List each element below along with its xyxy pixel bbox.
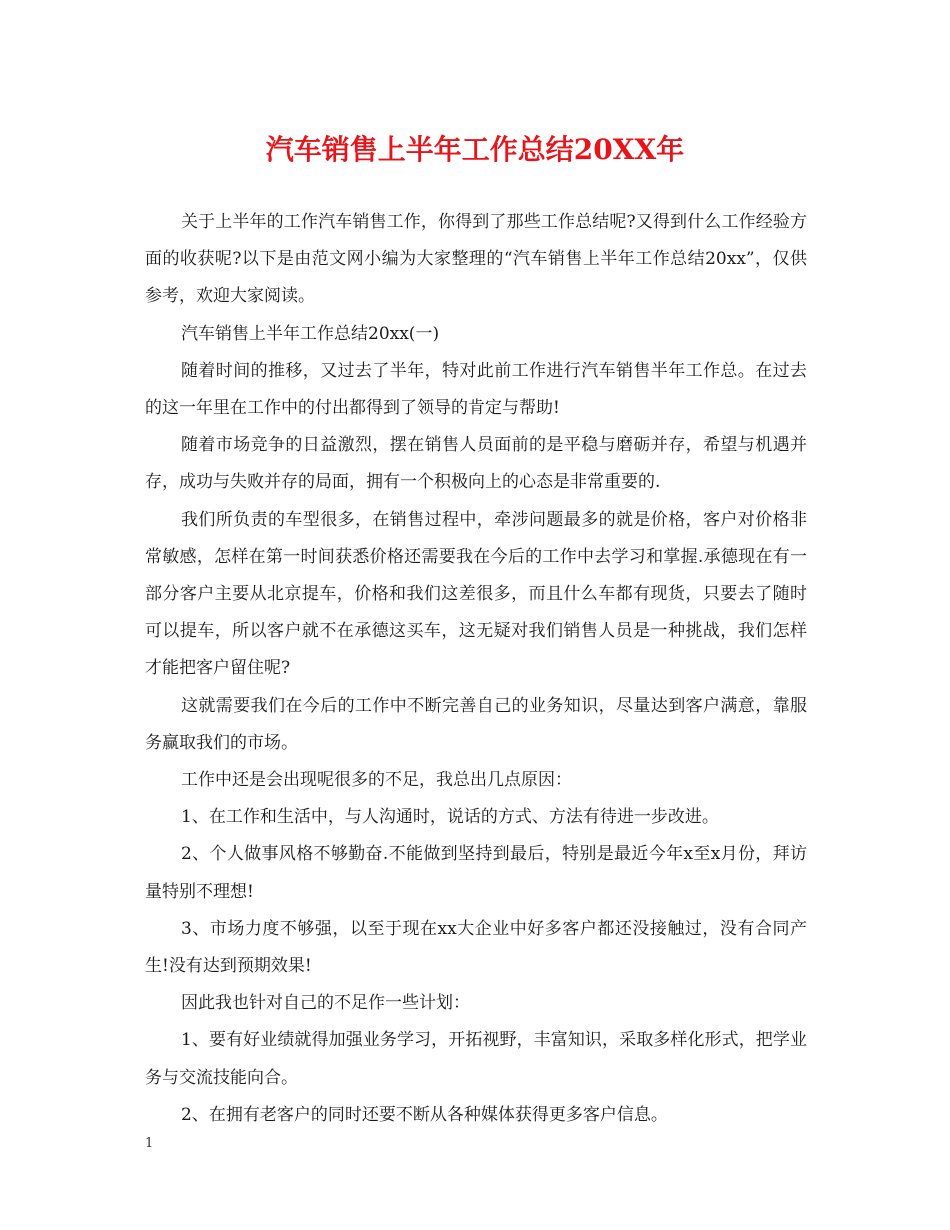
paragraph: 随着市场竞争的日益激烈，摆在销售人员面前的是平稳与磨砺并存，希望与机遇并存，成功与失败并存的局面，拥有一个积极向上的心态是非常重要的. <box>145 435 807 493</box>
document-body <box>145 204 807 1134</box>
paragraph-section-heading: 汽车销售上半年工作总结20xx(一) <box>181 323 440 344</box>
list-item: 2、在拥有老客户的同时还要不断从各种媒体获得更多客户信息。 <box>181 1104 668 1125</box>
document-title: 汽车销售上半年工作总结20XX年 <box>265 133 685 166</box>
list-item: 1、要有好业绩就得加强业务学习，开拓视野，丰富知识，采取多样化形式，把学业务与交流技能向合。 <box>145 1030 807 1088</box>
paragraph: 这就需要我们在今后的工作中不断完善自己的业务知识，尽量达到客户满意，靠服务赢取我们的市场。 <box>145 695 807 753</box>
paragraph: 随着时间的推移，又过去了半年，特对此前工作进行汽车销售半年工作总。在过去的这一年里在工作中的付出都得到了领导的肯定与帮助! <box>145 360 807 419</box>
paragraph-intro: 关于上半年的工作汽车销售工作，你得到了那些工作总结呢?又得到什么工作经验方面的收获呢?以下是由范文网小编为大家整理的“汽车销售上半年工作总结20xx”，仅供参考，欢迎大家阅读。 <box>145 212 807 307</box>
list-item: 2、个人做事风格不够勤奋.不能做到坚持到最后，特别是最近今年x至x月份，拜访量特别不理想! <box>145 844 807 902</box>
list-item: 1、在工作和生活中，与人沟通时，说话的方式、方法有待进一步改进。 <box>181 807 719 828</box>
paragraph: 我们所负责的车型很多，在销售过程中，牵涉问题最多的就是价格，客户对价格非常敏感，怎样在第一时间获悉价格还需要我在今后的工作中去学习和掌握.承德现在有一部分客户主要从北京提车，价格和我们这差很多，而且什么车都有现货，只要去了随时可以提车，所以客户就不在承德这买车，这无疑对我们销售人员是一种挑战，我们怎样才能把客户留住呢? <box>145 509 807 679</box>
page-number: 1 <box>145 1136 154 1151</box>
paragraph: 工作中还是会出现呢很多的不足，我总出几点原因： <box>181 770 572 791</box>
list-item: 3、市场力度不够强，以至于现在xx大企业中好多客户都还没接触过，没有合同产生!没有达到预期效果! <box>145 918 807 977</box>
paragraph: 因此我也针对自己的不足作一些计划： <box>181 993 470 1014</box>
